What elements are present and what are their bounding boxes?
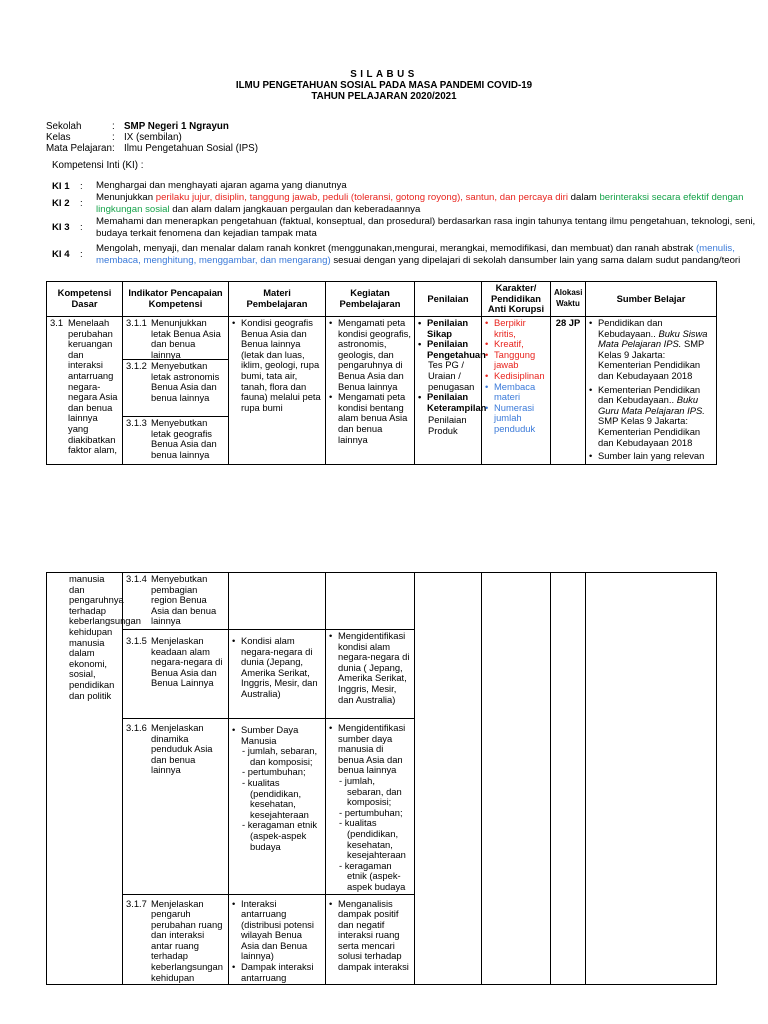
info-colon: : [112,132,115,143]
kd-text: Menelaah perubahan keruangan dan interaksi antarruang negara-negara Asia dan benua lainnya yang diakibatkan faktor alam, [68,317,118,456]
col-header-materi: Materi Pembelajaran [229,282,326,317]
alokasi-cell: 28 JP [551,317,586,465]
materi-cell: • Sumber Daya Manusia - jumlah, sebaran, dan komposisi; - pertumbuhan; - kualitas (pendidikan, kesehatan, kesejahteraan - keragaman etnik (aspek-aspek budaya [229,719,326,895]
info-key: Sekolah [46,121,82,132]
alokasi-cell [551,573,586,985]
subject-line: ILMU PENGETAHUAN SOSIAL PADA MASA PANDEMI COVID-19 [235,80,533,91]
sumber-cell [586,317,717,465]
ki-text: Mengolah, menyaji, dan menalar dalam ranah konkret (menggunakan,mengurai, merangkai, memodifikasi, dan membuat) dan ranah abstrak (menulis, membaca, menghitung, menggambar, dan mengarang) sesuai dengan yang dipelajari di sekolah dansumber lain yang sama dalam sudut pandang/teori [96,243,741,266]
sumber-item: • Pendidikan dan Kebudayaan.. Buku Siswa Mata Pelajaran IPS. SMP Kelas 9 Jakarta: Kementerian Pendidikan dan Kebudayaan 2018 [589,318,713,382]
sumber-cell [586,573,717,985]
document-header [0,69,768,102]
col-header-karakter: Karakter/ Pendidikan Anti Korupsi [482,282,551,317]
title: SILABUS [350,69,418,80]
karakter-item: • Berpikir kritis, [485,318,547,339]
ipk-item: 3.1.7 Menjelaskan pengaruh perubahan ruang dan interaksi antar ruang terhadap keberlangsungan kehidupan [123,894,229,985]
karakter-item: • Kreatif, [485,339,547,350]
syllabus-table-page1 [46,281,717,465]
materi-cell [229,573,326,630]
kd-number: 3.1 [50,317,64,328]
sumber-item: • Sumber lain yang relevan [589,451,713,462]
kegiatan-item: • Mengamati peta kondisi geografis, astronomis, geologis, dan pengaruhnya di Benua Asia dan Benua lainnya [329,318,411,392]
materi-cell [229,317,326,465]
ki-label: KI 2 [52,198,70,209]
sumber-item: • Kementerian Pendidikan dan Kebudayaan.. Buku Guru Mata Pelajaran IPS. SMP Kelas 9 Jakarta: Kementerian Pendidikan dan Kebudayaan 2018 [589,385,713,449]
kegiatan-item: • Mengamati peta kondisi bentang alam benua Asia dan benua lainnya [329,392,411,445]
ipk-item: 3.1.3 Menyebutkan letak geografis Benua Asia dan benua lainnya [126,417,217,460]
karakter-item: • Membaca materi [485,382,547,403]
ki-text: Memahami dan menerapkan pengetahuan (faktual, konseptual, dan prosedural) berdasarkan rasa ingin tahunya tentang ilmu pengetahuan, teknologi, seni, budaya terkait fenomena dan kejadian tampak mata [96,216,756,239]
materi-cell: • Kondisi alam negara-negara di dunia (Jepang, Amerika Serikat, Inggris, Mesir, dan Australia) [229,630,326,719]
kd-cell-continued: manusia dan pengaruhnya terhadap keberlangsungan kehidupan manusia dalam ekonomi, sosial, pendidikan dan politik [47,573,123,985]
kegiatan-cell: • Mengidentifikasi kondisi alam negara-negara di dunia ( Jepang, Amerika Serikat, Inggris, Mesir, dan Australia) [326,630,415,719]
col-header-alokasi: Alokasi Waktu [551,282,586,317]
ki-colon: : [80,181,83,192]
karakter-cell [482,573,551,985]
col-header-penilaian: Penilaian [415,282,482,317]
info-colon: : [112,121,115,132]
karakter-item: • Tanggung jawab [485,350,547,371]
penilaian-tes: Tes PG / Uraian / penugasan [428,359,475,392]
school-info [46,121,258,154]
info-value: Ilmu Pengetahuan Sosial (IPS) [124,143,258,154]
karakter-item: • Numerasi jumlah penduduk [485,403,547,435]
info-value: SMP Negeri 1 Ngrayun [124,121,229,132]
info-value: IX (sembilan) [124,132,182,143]
karakter-item: • Kedisiplinan [485,371,547,382]
ki-text: Menghargai dan menghayati ajaran agama yang dianutnya [96,180,347,191]
ipk-item: 3.1.6 Menjelaskan dinamika penduduk Asia dan benua lainnya [123,719,229,895]
year-line: TAHUN PELAJARAN 2020/2021 [311,91,457,102]
ki-label: KI 3 [52,222,70,233]
col-header-kegiatan: Kegiatan Pembelajaran [326,282,415,317]
materi-item: • Kondisi geografis Benua Asia dan Benua lainnya (letak dan luas, iklim, geologi, rupa bumi, tata air, tanah, flora dan fauna) melalui peta rupa bumi [232,318,322,413]
ki-colon: : [80,249,83,260]
syllabus-table-page2 [46,572,717,985]
ki-text: Menunjukkan perilaku jujur, disiplin, tanggung jawab, peduli (toleransi, gotong royong), santun, dan percaya diri dalam berinteraksi secara efektif dengan lingkungan sosial dan alam dalam jangkauan pergaulan dan keberadaannya [96,192,744,215]
ki-label: KI 1 [52,181,70,192]
penilaian-sikap: • Penilaian Sikap [418,318,478,339]
kegiatan-cell: • Menganalisis dampak positif dan negatif interaksi ruang serta mencari solusi terhadap dampak interaksi [326,894,415,985]
ipk-cell [123,317,229,465]
ki-title: Kompetensi Inti (KI) : [52,160,144,171]
ki-label: KI 4 [52,249,70,260]
kd-cell [47,317,123,465]
penilaian-pengetahuan: • Penilaian Pengetahuan [418,339,478,360]
ipk-item: 3.1.5 Menjelaskan keadaan alam negara-negara di Benua Asia dan Benua Lainnya [123,630,229,719]
ipk-item: 3.1.4 Menyebutkan pembagian region Benua Asia dan benua lainnya [123,573,229,630]
col-header-kd: Kompetensi Dasar [47,282,123,317]
penilaian-keterampilan: • Penilaian Keterampilan [418,392,478,413]
col-header-sumber: Sumber Belajar [586,282,717,317]
ki-colon: : [80,198,83,209]
info-colon: : [112,143,115,154]
ipk-item: 3.1.2 Menyebutkan letak astronomis Benua Asia dan benua lainnya [123,360,228,417]
karakter-cell [482,317,551,465]
ipk-item: 3.1.1 Menunjukkan letak Benua Asia dan benua lainnya [123,317,228,360]
kegiatan-cell [326,317,415,465]
kegiatan-cell: • Mengidentifikasi sumber daya manusia di benua Asia dan benua lainnya - jumlah, sebaran, dan komposisi; - pertumbuhan; - kualitas (pendidikan, kesehatan, kesejahteraan - keragaman etnik (aspek-aspek budaya [326,719,415,895]
materi-cell: • Interaksi antarruang (distribusi potensi wilayah Benua Asia dan Benua lainnya) • Dampak interaksi antarruang [229,894,326,985]
info-key: Kelas [46,132,71,143]
penilaian-produk: Penilaian Produk [428,414,467,436]
ki-colon: : [80,222,83,233]
kegiatan-cell [326,573,415,630]
penilaian-cell [415,317,487,465]
info-key: Mata Pelajaran [46,143,112,154]
col-header-ipk: Indikator Pencapaian Kompetensi [123,282,229,317]
penilaian-cell [415,573,482,985]
